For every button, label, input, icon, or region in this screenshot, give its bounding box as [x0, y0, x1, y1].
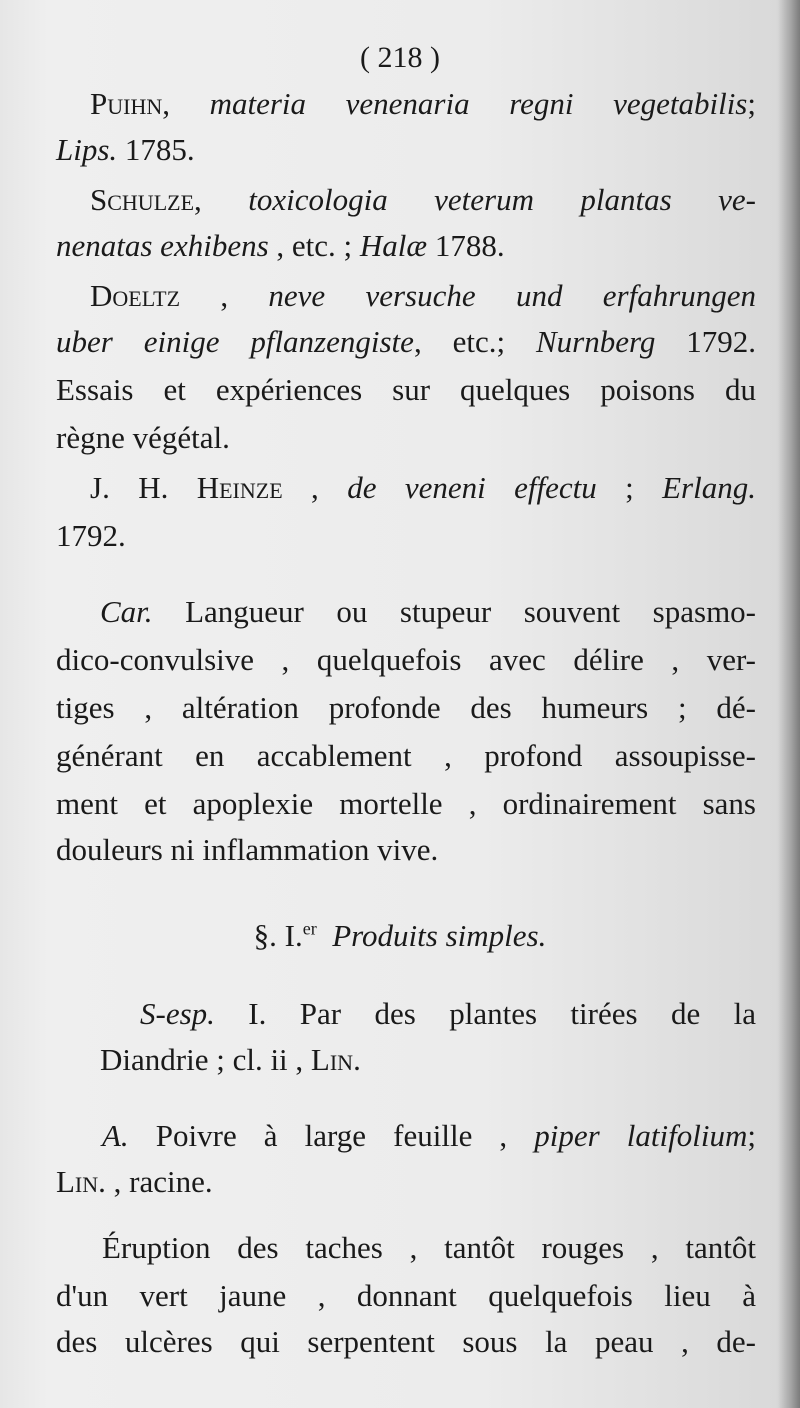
section-title: Produits simples.	[332, 918, 547, 953]
car-line-2: dico-convulsive , quelquefois avec délire , ver-	[56, 642, 756, 677]
entry-heinze-line-2: 1792.	[56, 518, 126, 553]
place-heinze: Erlang.	[662, 470, 756, 505]
eruption-line-1: Éruption des taches , tantôt rouges , tantôt	[102, 1230, 756, 1265]
sesp-label: S-esp.	[140, 996, 215, 1031]
sesp-line-2: Diandrie ; cl. ii , Lin.	[100, 1042, 361, 1077]
car-line-6: douleurs ni inflammation vive.	[56, 832, 439, 867]
entry-essais-line-1: Essais et expériences sur quelques poisons du	[56, 372, 756, 407]
entry-schulze-line-1: Schulze, toxicologia veterum plantas ve-	[90, 182, 756, 217]
eruption-line-2: d'un vert jaune , donnant quelquefois lieu à	[56, 1278, 756, 1313]
title-heinze: de veneni effectu	[347, 470, 597, 505]
author-puihn: Puihn	[90, 86, 163, 121]
entry-doeltz-line-2: uber einige pflanzengiste, etc.; Nurnberg 1792.	[56, 324, 757, 359]
sesp-line-1: S-esp. I. Par des plantes tirées de la	[140, 996, 756, 1031]
title-schulze: toxicologia veterum plantas ve-	[248, 182, 756, 217]
eruption-line-3: des ulcères qui serpentent sous la peau , de-	[56, 1324, 756, 1359]
place-schulze: Halæ	[359, 228, 428, 263]
entry-heinze-line-1: J. H. Heinze , de veneni effectu ; Erlang.	[90, 470, 756, 505]
section-heading: §. I.$^{er}$ Produits simples.	[253, 918, 547, 953]
entry-doeltz-line-1: Doeltz , neve versuche und erfahrungen	[90, 278, 757, 313]
entry-essais-line-2: règne végétal.	[56, 420, 230, 455]
author-heinze: J. H. Heinze	[90, 470, 283, 505]
car-line-4: générant en accablement , profond assoupisse-	[56, 738, 756, 773]
car-line-1: Car. Langueur ou stupeur souvent spasmo-	[100, 594, 756, 629]
page-number: ( 218 )	[360, 41, 440, 74]
entry-schulze-line-2: nenatas exhibens , etc. ; Halæ 1788.	[56, 228, 505, 263]
car-line-3: tiges , altération profonde des humeurs ; dé-	[56, 690, 756, 725]
author-schulze: Schulze	[90, 182, 195, 217]
place-puihn: Lips.	[56, 132, 118, 167]
title-puihn: materia venenaria regni vegetabilis	[209, 86, 748, 121]
page-edge-shadow	[778, 0, 800, 1408]
entry-puihn-line-1: Puihn, materia venenaria regni vegetabilis;	[90, 86, 756, 121]
title-doeltz: neve versuche und erfahrungen	[268, 278, 757, 313]
a-line-2: Lin. , racine.	[56, 1164, 213, 1199]
place-doeltz: Nurnberg	[535, 324, 656, 359]
a-line-1: A. Poivre à large feuille , piper latifolium;	[102, 1118, 756, 1153]
section-symbol: §. I.	[253, 918, 303, 953]
car-label: Car.	[100, 594, 153, 629]
a-label: A.	[102, 1118, 129, 1153]
entry-puihn-line-2: Lips. 1785.	[56, 132, 195, 167]
author-doeltz: Doeltz	[90, 278, 181, 313]
car-line-5: ment et apoplexie mortelle , ordinairement sans	[56, 786, 756, 821]
